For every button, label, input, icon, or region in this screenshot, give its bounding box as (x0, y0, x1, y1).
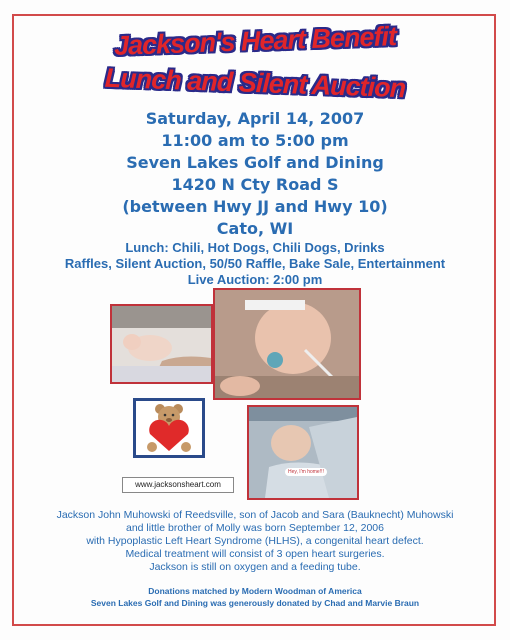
story-line: Jackson is still on oxygen and a feeding tube. (149, 561, 361, 573)
story-line: Medical treatment will consist of 3 open heart surgeries. (125, 548, 385, 560)
photo-baby-pacifier (213, 288, 361, 400)
website-link[interactable]: www.jacksonsheart.com (122, 477, 234, 493)
teddy-bear-icon (136, 401, 202, 455)
credits (0, 585, 510, 609)
story-line: Jackson John Muhowski of Reedsville, son of Jacob and Sara (Bauknecht) Muhowski (56, 509, 454, 521)
photo-baby-hospital-bed-image (112, 306, 211, 382)
teddy-bear-heart-graphic (133, 398, 205, 458)
credit-line: Seven Lakes Golf and Dining was generously donated by Chad and Marvie Braun (90, 598, 420, 608)
activities-list: Raffles, Silent Auction, 50/50 Raffle, Bake Sale, Entertainment (64, 256, 446, 271)
event-details (0, 108, 510, 240)
flyer-title-line-1: Jackson's Heart Benefit (113, 21, 397, 61)
live-auction-time: Live Auction: 2:00 pm (187, 272, 323, 287)
event-address: 1420 N Cty Road S (171, 175, 339, 194)
story-line: and little brother of Molly was born September 12, 2006 (126, 522, 384, 534)
event-date: Saturday, April 14, 2007 (145, 109, 365, 128)
event-time: 11:00 am to 5:00 pm (161, 131, 349, 150)
lunch-menu: Lunch: Chili, Hot Dogs, Chili Dogs, Drinks (125, 240, 385, 255)
photo-baby-hospital-bed (110, 304, 213, 384)
event-city: Cato, WI (216, 219, 294, 238)
story-text (0, 509, 510, 574)
photo-baby-pacifier-image (215, 290, 359, 398)
activities (0, 240, 510, 288)
photo-caption-bubble: Hey, I'm home!!! (285, 468, 327, 476)
photo-baby-home (247, 405, 359, 500)
event-directions: (between Hwy JJ and Hwy 10) (122, 197, 388, 216)
credit-line: Donations matched by Modern Woodman of America (148, 586, 362, 596)
story-line: with Hypoplastic Left Heart Syndrome (HLHS), a congenital heart defect. (86, 535, 424, 547)
event-venue: Seven Lakes Golf and Dining (126, 153, 384, 172)
photo-baby-home-image (249, 407, 357, 498)
flyer-title-line-2: Lunch and Silent Auction (104, 62, 406, 104)
